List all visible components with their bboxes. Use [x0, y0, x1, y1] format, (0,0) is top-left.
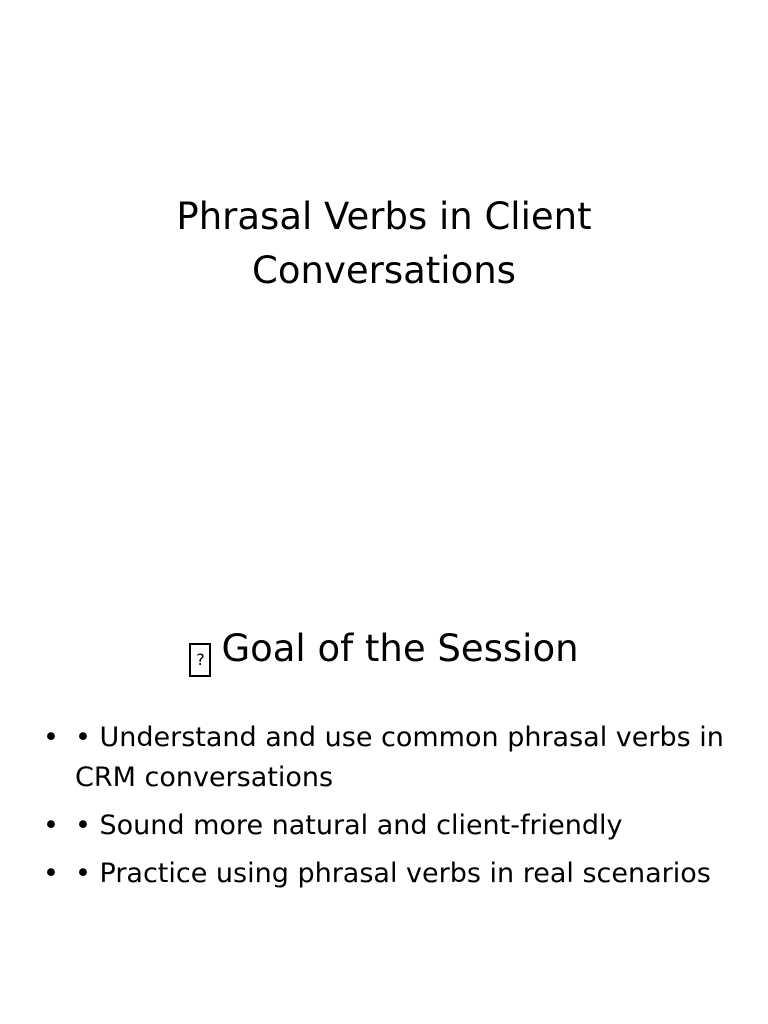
- bullet-list: [40, 718, 740, 902]
- slide-2: [0, 512, 768, 1024]
- bullet-marker: •: [43, 722, 59, 753]
- slide-title-line-2: Conversations: [252, 249, 516, 292]
- list-item-text: • Practice using phrasal verbs in real scenarios: [75, 858, 711, 889]
- list-item: [40, 854, 740, 894]
- bullet-marker: •: [43, 810, 59, 841]
- missing-glyph-icon: ?: [189, 643, 211, 677]
- slide-title-text: Goal of the Session: [221, 627, 579, 670]
- list-item-text: • Understand and use common phrasal verbs in CRM conversations: [75, 722, 724, 793]
- slide-title-line-1: Phrasal Verbs in Client: [176, 195, 592, 238]
- slide-title: [40, 622, 728, 677]
- list-item-text: • Sound more natural and client-friendly: [75, 810, 623, 841]
- slide-title: [40, 190, 728, 298]
- list-item: [40, 718, 740, 798]
- list-item: [40, 806, 740, 846]
- bullet-marker: •: [43, 858, 59, 889]
